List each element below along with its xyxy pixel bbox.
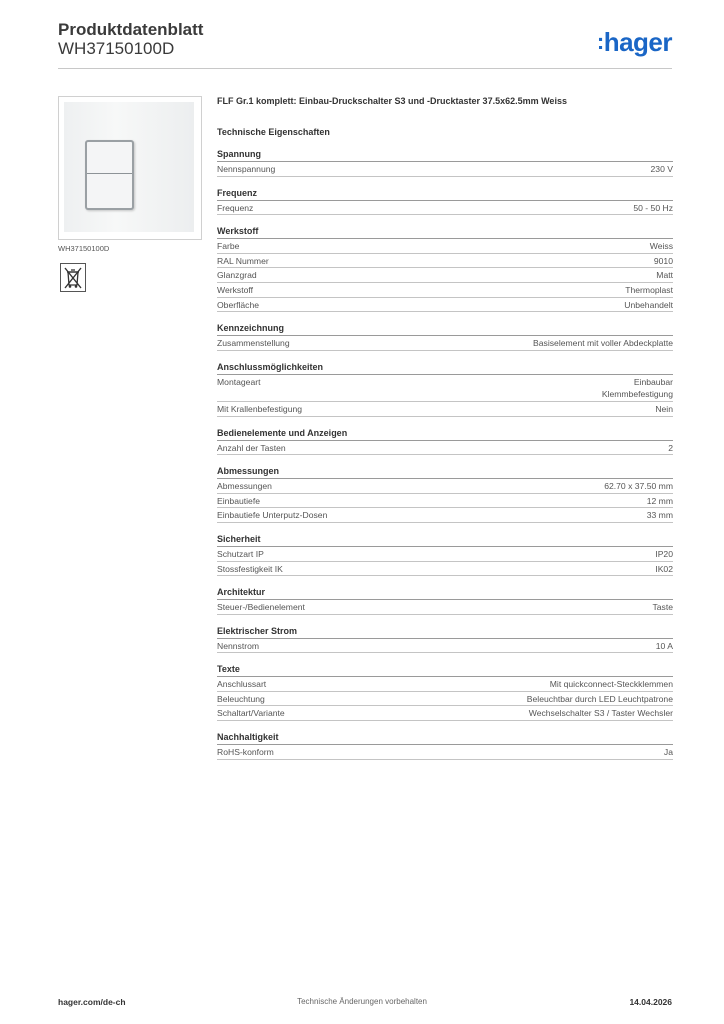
weee-crossed-bin-icon bbox=[60, 263, 86, 292]
property-value-line: Ja bbox=[663, 747, 673, 758]
section-title: Spannung bbox=[217, 148, 673, 162]
property-label: Abmessungen bbox=[217, 481, 272, 492]
section-title: Frequenz bbox=[217, 187, 673, 201]
section-title: Werkstoff bbox=[217, 225, 673, 239]
property-row bbox=[217, 547, 673, 562]
property-row bbox=[217, 298, 673, 313]
property-label: Montageart bbox=[217, 376, 261, 387]
technical-properties-heading: Technische Eigenschaften bbox=[217, 127, 330, 137]
property-label: Frequenz bbox=[217, 202, 254, 213]
property-label: Stossfestigkeit IK bbox=[217, 563, 283, 574]
property-label: Steuer-/Bedienelement bbox=[217, 602, 305, 613]
property-label: Mit Krallenbefestigung bbox=[217, 403, 303, 414]
property-label: Oberfläche bbox=[217, 299, 260, 310]
property-section bbox=[217, 322, 673, 351]
section-title: Kennzeichnung bbox=[217, 322, 673, 336]
property-row bbox=[217, 677, 673, 692]
property-row bbox=[217, 336, 673, 351]
property-value-line: Beleuchtbar durch LED Leuchtpatrone bbox=[526, 693, 673, 704]
property-row bbox=[217, 375, 673, 402]
property-label: RAL Nummer bbox=[217, 255, 269, 266]
property-row bbox=[217, 706, 673, 721]
property-label: Werkstoff bbox=[217, 284, 253, 295]
product-image bbox=[58, 96, 202, 240]
property-row bbox=[217, 479, 673, 494]
property-value-line: Weiss bbox=[649, 241, 673, 252]
footer-note: Technische Änderungen vorbehalten bbox=[297, 997, 427, 1006]
property-row bbox=[217, 441, 673, 456]
property-value bbox=[602, 376, 673, 401]
property-value bbox=[655, 563, 673, 576]
property-value bbox=[633, 202, 673, 215]
image-caption: WH37150100D bbox=[58, 244, 110, 253]
property-value bbox=[656, 640, 673, 653]
property-row bbox=[217, 494, 673, 509]
hager-logo: :hager bbox=[596, 27, 672, 57]
property-label: Glanzgrad bbox=[217, 270, 257, 281]
property-value-line: 9010 bbox=[653, 255, 673, 266]
property-value-line: 230 V bbox=[650, 164, 673, 174]
property-value-line: Nein bbox=[655, 403, 673, 414]
property-row bbox=[217, 600, 673, 615]
product-title: FLF Gr.1 komplett: Einbau-Druckschalter S3 und -Drucktaster 37.5x62.5mm Weiss bbox=[217, 96, 567, 106]
property-value-line: 33 mm bbox=[646, 510, 673, 521]
property-value-line: Basiselement mit voller Abdeckplatte bbox=[533, 338, 673, 349]
cover-plate bbox=[64, 102, 194, 232]
property-value bbox=[527, 693, 673, 706]
property-section bbox=[217, 148, 673, 177]
property-section bbox=[217, 225, 673, 312]
property-row bbox=[217, 639, 673, 654]
property-value bbox=[655, 548, 673, 561]
property-value bbox=[533, 337, 673, 350]
property-value bbox=[550, 678, 673, 691]
product-content bbox=[217, 96, 673, 770]
property-value bbox=[652, 601, 673, 614]
property-value-line: Einbaubar bbox=[633, 376, 673, 387]
property-label: Einbautiefe bbox=[217, 495, 261, 506]
property-label: Anschlussart bbox=[217, 679, 267, 690]
property-section bbox=[217, 465, 673, 523]
property-value bbox=[624, 299, 673, 312]
property-value-line: 2 bbox=[668, 442, 673, 453]
property-value bbox=[529, 707, 673, 720]
property-value bbox=[656, 269, 673, 282]
header-divider bbox=[58, 68, 672, 69]
property-section bbox=[217, 533, 673, 576]
property-value-line: Klemmbefestigung bbox=[601, 389, 673, 400]
property-row bbox=[217, 283, 673, 298]
property-value bbox=[655, 403, 673, 416]
property-value-line: 62.70 x 37.50 mm bbox=[604, 481, 673, 492]
property-label: Beleuchtung bbox=[217, 693, 265, 704]
property-value-line: 12 mm bbox=[646, 495, 673, 506]
section-title: Abmessungen bbox=[217, 465, 673, 479]
logo-text: hager bbox=[603, 27, 672, 57]
property-label: Schaltart/Variante bbox=[217, 708, 285, 719]
property-value-line: 10 A bbox=[655, 640, 673, 651]
property-value-line: Taste bbox=[652, 602, 673, 613]
property-value-line: Wechselschalter S3 / Taster Wechsler bbox=[528, 708, 673, 719]
property-section bbox=[217, 625, 673, 654]
property-value-line: Matt bbox=[656, 270, 673, 281]
section-title: Texte bbox=[217, 663, 673, 677]
property-label: RoHS-konform bbox=[217, 747, 274, 758]
property-value bbox=[654, 255, 673, 268]
property-row bbox=[217, 254, 673, 269]
property-value bbox=[625, 284, 673, 297]
property-row bbox=[217, 162, 673, 177]
property-value bbox=[664, 746, 673, 759]
property-label: Einbautiefe Unterputz-Dosen bbox=[217, 510, 328, 521]
property-section bbox=[217, 663, 673, 721]
property-section bbox=[217, 586, 673, 615]
property-row bbox=[217, 562, 673, 577]
property-sections bbox=[217, 148, 673, 760]
property-section bbox=[217, 361, 673, 417]
property-row bbox=[217, 402, 673, 417]
footer-date: 14.04.2026 bbox=[629, 997, 672, 1007]
property-value-line: Unbehandelt bbox=[624, 299, 673, 310]
property-row bbox=[217, 268, 673, 283]
property-row bbox=[217, 508, 673, 523]
property-row bbox=[217, 239, 673, 254]
rocker-switch bbox=[85, 140, 134, 210]
property-row bbox=[217, 201, 673, 216]
property-value bbox=[668, 442, 673, 455]
property-label: Nennstrom bbox=[217, 640, 260, 651]
property-value bbox=[647, 495, 673, 508]
section-title: Bedienelemente und Anzeigen bbox=[217, 427, 673, 441]
property-value-line: 50 - 50 Hz bbox=[633, 202, 673, 213]
property-section bbox=[217, 187, 673, 216]
property-value bbox=[650, 240, 673, 253]
property-row bbox=[217, 745, 673, 760]
property-row bbox=[217, 692, 673, 707]
section-title: Nachhaltigkeit bbox=[217, 731, 673, 745]
property-label: Farbe bbox=[217, 241, 240, 252]
article-number: WH37150100D bbox=[58, 39, 175, 58]
property-label: Nennspannung bbox=[217, 164, 276, 174]
property-value bbox=[604, 480, 673, 493]
section-title: Elektrischer Strom bbox=[217, 625, 673, 639]
section-title: Anschlussmöglichkeiten bbox=[217, 361, 673, 375]
property-section bbox=[217, 731, 673, 760]
property-label: Schutzart IP bbox=[217, 548, 264, 559]
property-value bbox=[647, 509, 673, 522]
page-title: Produktdatenblatt bbox=[58, 20, 204, 39]
property-label: Anzahl der Tasten bbox=[217, 442, 286, 453]
footer-url: hager.com/de-ch bbox=[58, 997, 126, 1007]
property-value-line: IK02 bbox=[655, 563, 673, 574]
property-value-line: Thermoplast bbox=[625, 284, 673, 295]
section-title: Architektur bbox=[217, 586, 673, 600]
section-title: Sicherheit bbox=[217, 533, 673, 547]
property-label: Zusammenstellung bbox=[217, 338, 290, 349]
property-value bbox=[651, 163, 673, 176]
property-value-line: Mit quickconnect-Steckklemmen bbox=[549, 679, 673, 690]
property-value-line: IP20 bbox=[655, 548, 673, 559]
property-section bbox=[217, 427, 673, 456]
